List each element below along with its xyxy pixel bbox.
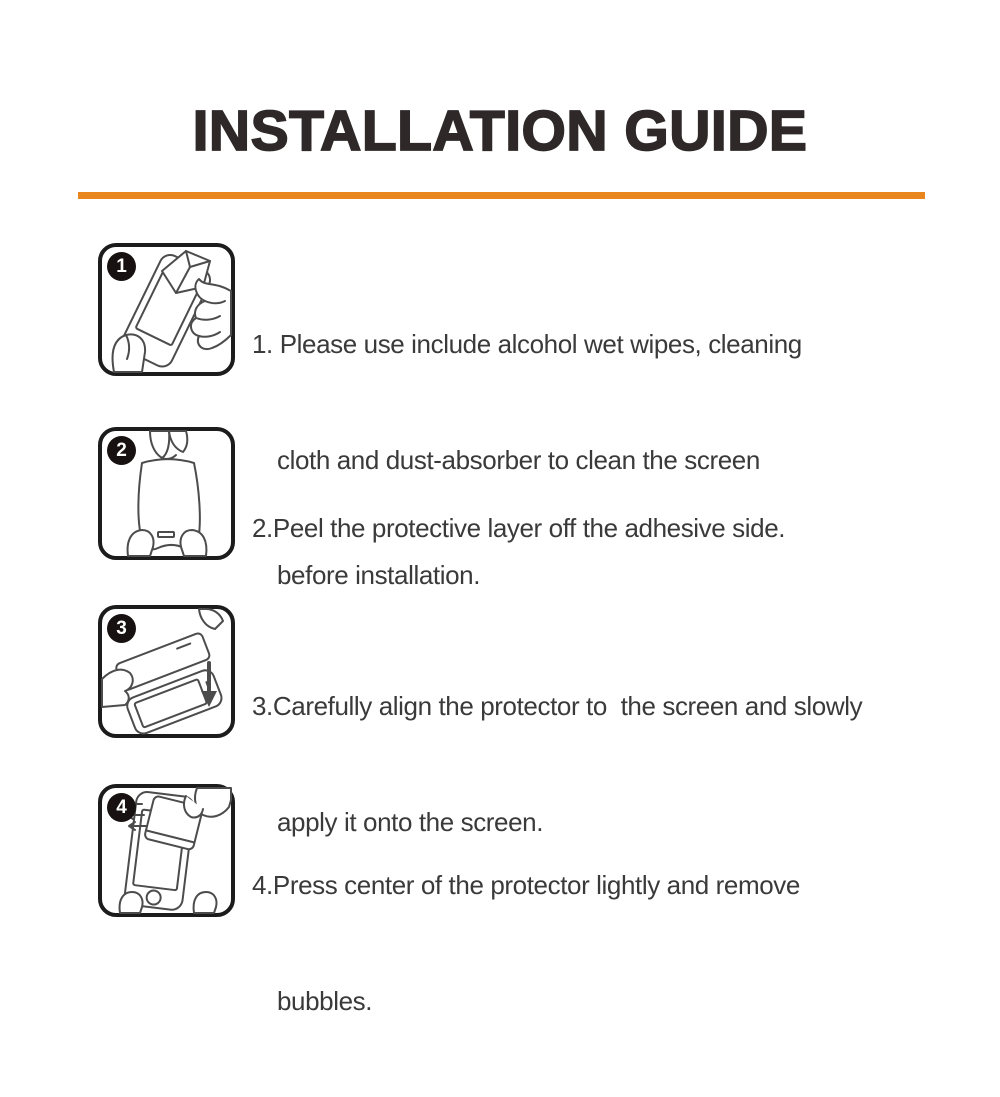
- step-2-text-line: 2.Peel the protective layer off the adhesive side.: [252, 513, 786, 543]
- step-2-icon-frame: [98, 427, 235, 560]
- step-4-text-line: 4.Press center of the protector lightly and remove: [252, 870, 800, 900]
- step-2-number-badge: 2: [107, 436, 136, 465]
- step-3-icon-frame: [98, 605, 235, 738]
- step-3-number-badge: 3: [107, 614, 136, 643]
- step-3-text-line: 3.Carefully align the protector to the screen and slowly: [252, 691, 863, 721]
- step-2-text: [252, 427, 785, 625]
- step-4-icon-frame: [98, 784, 235, 917]
- step-1-text-line: before installation.: [277, 560, 481, 590]
- step-4-number-badge: 4: [107, 793, 136, 822]
- step-4-text: [252, 784, 800, 1097]
- title-divider: [78, 192, 925, 199]
- step-4-row: [98, 784, 800, 1097]
- step-4-text-line: bubbles.: [277, 985, 373, 1016]
- step-1-text-line: 1. Please use include alcohol wet wipes, cleaning: [252, 329, 802, 359]
- step-3-text-line: apply it onto the screen.: [277, 806, 544, 837]
- step-1-icon-frame: [98, 243, 235, 376]
- step-1-text-line: cloth and dust-absorber to clean the screen: [277, 444, 760, 475]
- step-1-number-badge: 1: [107, 252, 136, 281]
- step-2-row: [98, 427, 785, 625]
- page-title: INSTALLATION GUIDE: [192, 99, 808, 163]
